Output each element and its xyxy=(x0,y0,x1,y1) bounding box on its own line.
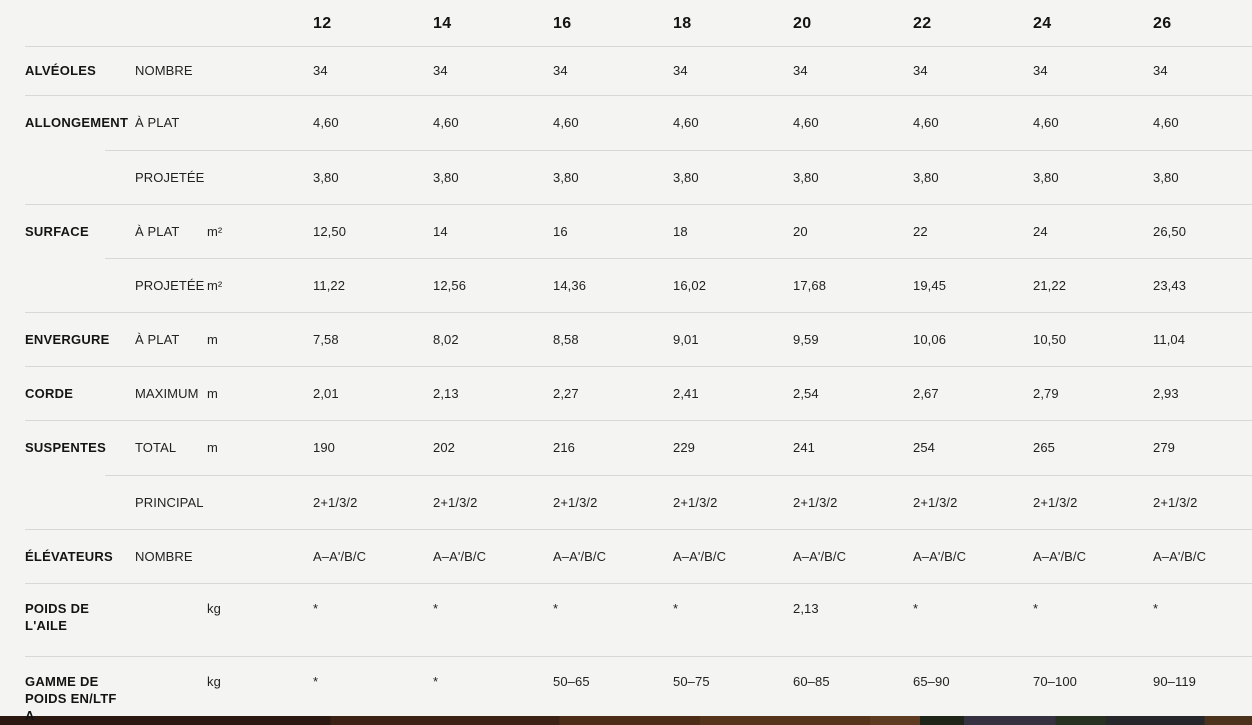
row-unit-label: m² xyxy=(207,277,223,293)
spec-value: 2+1/3/2 xyxy=(433,494,478,510)
spec-value: 34 xyxy=(793,63,808,78)
spec-value: 34 xyxy=(1153,63,1168,78)
row-unit-label: m xyxy=(207,385,218,401)
spec-value: 11,04 xyxy=(1153,331,1186,347)
spec-value: 3,80 xyxy=(433,169,459,185)
spec-value: 2+1/3/2 xyxy=(913,494,958,510)
row-unit-label: kg xyxy=(207,674,221,689)
spec-value: 2,41 xyxy=(673,385,699,401)
size-column-header: 22 xyxy=(913,14,932,32)
row-category-label: CORDE xyxy=(25,385,74,401)
spec-value: A–A'/B/C xyxy=(1033,548,1087,564)
spec-value: 2,13 xyxy=(793,601,819,616)
spec-value: * xyxy=(673,601,679,616)
spec-row xyxy=(0,420,1252,475)
spec-value: 70–100 xyxy=(1033,674,1077,689)
row-category-label: POIDS DE L'AILE xyxy=(25,601,90,633)
spec-value: 3,80 xyxy=(553,169,579,185)
row-sub-label: PROJETÉE xyxy=(135,169,205,185)
row-category-label: SURFACE xyxy=(25,223,89,239)
spec-value: 17,68 xyxy=(793,277,827,293)
spec-value: 3,80 xyxy=(313,169,339,185)
spec-value: 20 xyxy=(793,223,808,239)
spec-value: 3,80 xyxy=(913,169,939,185)
size-column-header: 18 xyxy=(673,14,692,32)
spec-value: 11,22 xyxy=(313,277,346,293)
spec-value: 34 xyxy=(553,63,568,78)
spec-value: 3,80 xyxy=(793,169,819,185)
row-sub-label: À PLAT xyxy=(135,223,180,239)
spec-value: 2,54 xyxy=(793,385,819,401)
spec-value: A–A'/B/C xyxy=(673,548,727,564)
spec-value: * xyxy=(433,601,439,616)
spec-value: 2,93 xyxy=(1153,385,1179,401)
row-category-label: ENVERGURE xyxy=(25,331,110,347)
size-column-header: 24 xyxy=(1033,14,1052,32)
spec-row xyxy=(0,656,1252,723)
spec-value: 10,06 xyxy=(913,331,947,347)
spec-value: 2,79 xyxy=(1033,385,1059,401)
spec-value: 22 xyxy=(913,223,928,239)
spec-row xyxy=(0,95,1252,150)
row-sub-label: PROJETÉE xyxy=(135,277,205,293)
spec-value: 2+1/3/2 xyxy=(553,494,598,510)
spec-value: A–A'/B/C xyxy=(313,548,367,564)
row-sub-label: PRINCIPAL xyxy=(135,494,204,510)
spec-value: 14,36 xyxy=(553,277,587,293)
spec-value: 7,58 xyxy=(313,331,339,347)
spec-value: * xyxy=(1033,601,1039,616)
spec-value: * xyxy=(1153,601,1159,616)
row-category-label: GAMME DE POIDS EN/LTF A xyxy=(25,674,117,723)
spec-value: 4,60 xyxy=(1033,115,1059,130)
spec-value: 3,80 xyxy=(1153,169,1179,185)
spec-value: 21,22 xyxy=(1033,277,1067,293)
spec-value: 34 xyxy=(313,63,328,78)
spec-value: 34 xyxy=(433,63,448,78)
spec-value: 9,59 xyxy=(793,331,819,347)
spec-value: 4,60 xyxy=(793,115,819,130)
spec-value: 2+1/3/2 xyxy=(313,494,358,510)
size-column-header: 26 xyxy=(1153,14,1172,32)
spec-value: 34 xyxy=(673,63,688,78)
spec-value: 3,80 xyxy=(673,169,699,185)
spec-value: 12,50 xyxy=(313,223,347,239)
row-sub-label: NOMBRE xyxy=(135,548,193,564)
spec-value: A–A'/B/C xyxy=(553,548,607,564)
size-header-row xyxy=(0,0,1252,46)
row-sub-label: NOMBRE xyxy=(135,63,193,78)
row-unit-label: m xyxy=(207,440,218,455)
spec-value: 4,60 xyxy=(913,115,939,130)
spec-row xyxy=(0,46,1252,95)
spec-value: 2,01 xyxy=(313,385,339,401)
spec-value: 34 xyxy=(1033,63,1048,78)
spec-value: 65–90 xyxy=(913,674,950,689)
spec-value: 26,50 xyxy=(1153,223,1187,239)
spec-value: 2,13 xyxy=(433,385,459,401)
spec-value: 4,60 xyxy=(313,115,339,130)
spec-value: 50–75 xyxy=(673,674,710,689)
spec-value: * xyxy=(313,601,319,616)
spec-value: 14 xyxy=(433,223,448,239)
spec-row xyxy=(0,475,1252,529)
spec-value: 10,50 xyxy=(1033,331,1067,347)
spec-value: 4,60 xyxy=(1153,115,1179,130)
size-column-header: 20 xyxy=(793,14,812,32)
spec-value: 24 xyxy=(1033,223,1048,239)
size-column-header: 16 xyxy=(553,14,572,32)
spec-value: * xyxy=(313,674,319,689)
spec-value: 2,27 xyxy=(553,385,579,401)
spec-row xyxy=(0,529,1252,583)
spec-value: 190 xyxy=(313,440,335,455)
spec-value: A–A'/B/C xyxy=(433,548,487,564)
spec-value: 90–119 xyxy=(1153,674,1197,689)
row-category-label: ALVÉOLES xyxy=(25,63,97,78)
spec-row xyxy=(0,583,1252,656)
spec-row xyxy=(0,258,1252,312)
spec-value: 16 xyxy=(553,223,568,239)
spec-value: 4,60 xyxy=(433,115,459,130)
row-category-label: ÉLÉVATEURS xyxy=(25,548,113,564)
spec-value: 9,01 xyxy=(673,331,699,347)
row-category-label: SUSPENTES xyxy=(25,440,106,455)
spec-value: * xyxy=(433,674,439,689)
spec-value: 241 xyxy=(793,440,815,455)
spec-value: 3,80 xyxy=(1033,169,1059,185)
spec-value: 50–65 xyxy=(553,674,590,689)
spec-value: A–A'/B/C xyxy=(793,548,847,564)
spec-value: 60–85 xyxy=(793,674,830,689)
spec-value: 202 xyxy=(433,440,455,455)
spec-value: 216 xyxy=(553,440,575,455)
spec-value: 12,56 xyxy=(433,277,467,293)
spec-value: 23,43 xyxy=(1153,277,1187,293)
spec-value: 279 xyxy=(1153,440,1175,455)
size-column-header: 14 xyxy=(433,14,452,32)
spec-value: A–A'/B/C xyxy=(913,548,967,564)
spec-row xyxy=(0,204,1252,258)
row-sub-label: TOTAL xyxy=(135,440,177,455)
spec-value: 4,60 xyxy=(673,115,699,130)
row-sub-label: À PLAT xyxy=(135,115,180,130)
spec-value: 8,58 xyxy=(553,331,579,347)
spec-value: 265 xyxy=(1033,440,1055,455)
row-sub-label: À PLAT xyxy=(135,331,180,347)
spec-value: 2,67 xyxy=(913,385,939,401)
row-sub-label: MAXIMUM xyxy=(135,385,199,401)
spec-value: 2+1/3/2 xyxy=(673,494,718,510)
row-unit-label: m² xyxy=(207,223,223,239)
spec-value: 2+1/3/2 xyxy=(1153,494,1198,510)
spec-value: 19,45 xyxy=(913,277,947,293)
spec-value: * xyxy=(913,601,919,616)
spec-value: 229 xyxy=(673,440,695,455)
row-unit-label: kg xyxy=(207,601,221,616)
spec-value: 2+1/3/2 xyxy=(1033,494,1078,510)
spec-value: 4,60 xyxy=(553,115,579,130)
spec-value: 2+1/3/2 xyxy=(793,494,838,510)
spec-value: A–A'/B/C xyxy=(1153,548,1207,564)
spec-value: 34 xyxy=(913,63,928,78)
size-column-header: 12 xyxy=(313,14,332,32)
spec-value: * xyxy=(553,601,559,616)
spec-value: 8,02 xyxy=(433,331,459,347)
spec-value: 18 xyxy=(673,223,688,239)
bottom-photo-strip xyxy=(0,716,1252,725)
spec-row xyxy=(0,312,1252,366)
spec-row xyxy=(0,366,1252,420)
spec-value: 254 xyxy=(913,440,935,455)
spec-value: 16,02 xyxy=(673,277,707,293)
spec-row xyxy=(0,150,1252,204)
row-category-label: ALLONGEMENT xyxy=(25,115,129,130)
row-unit-label: m xyxy=(207,331,218,347)
